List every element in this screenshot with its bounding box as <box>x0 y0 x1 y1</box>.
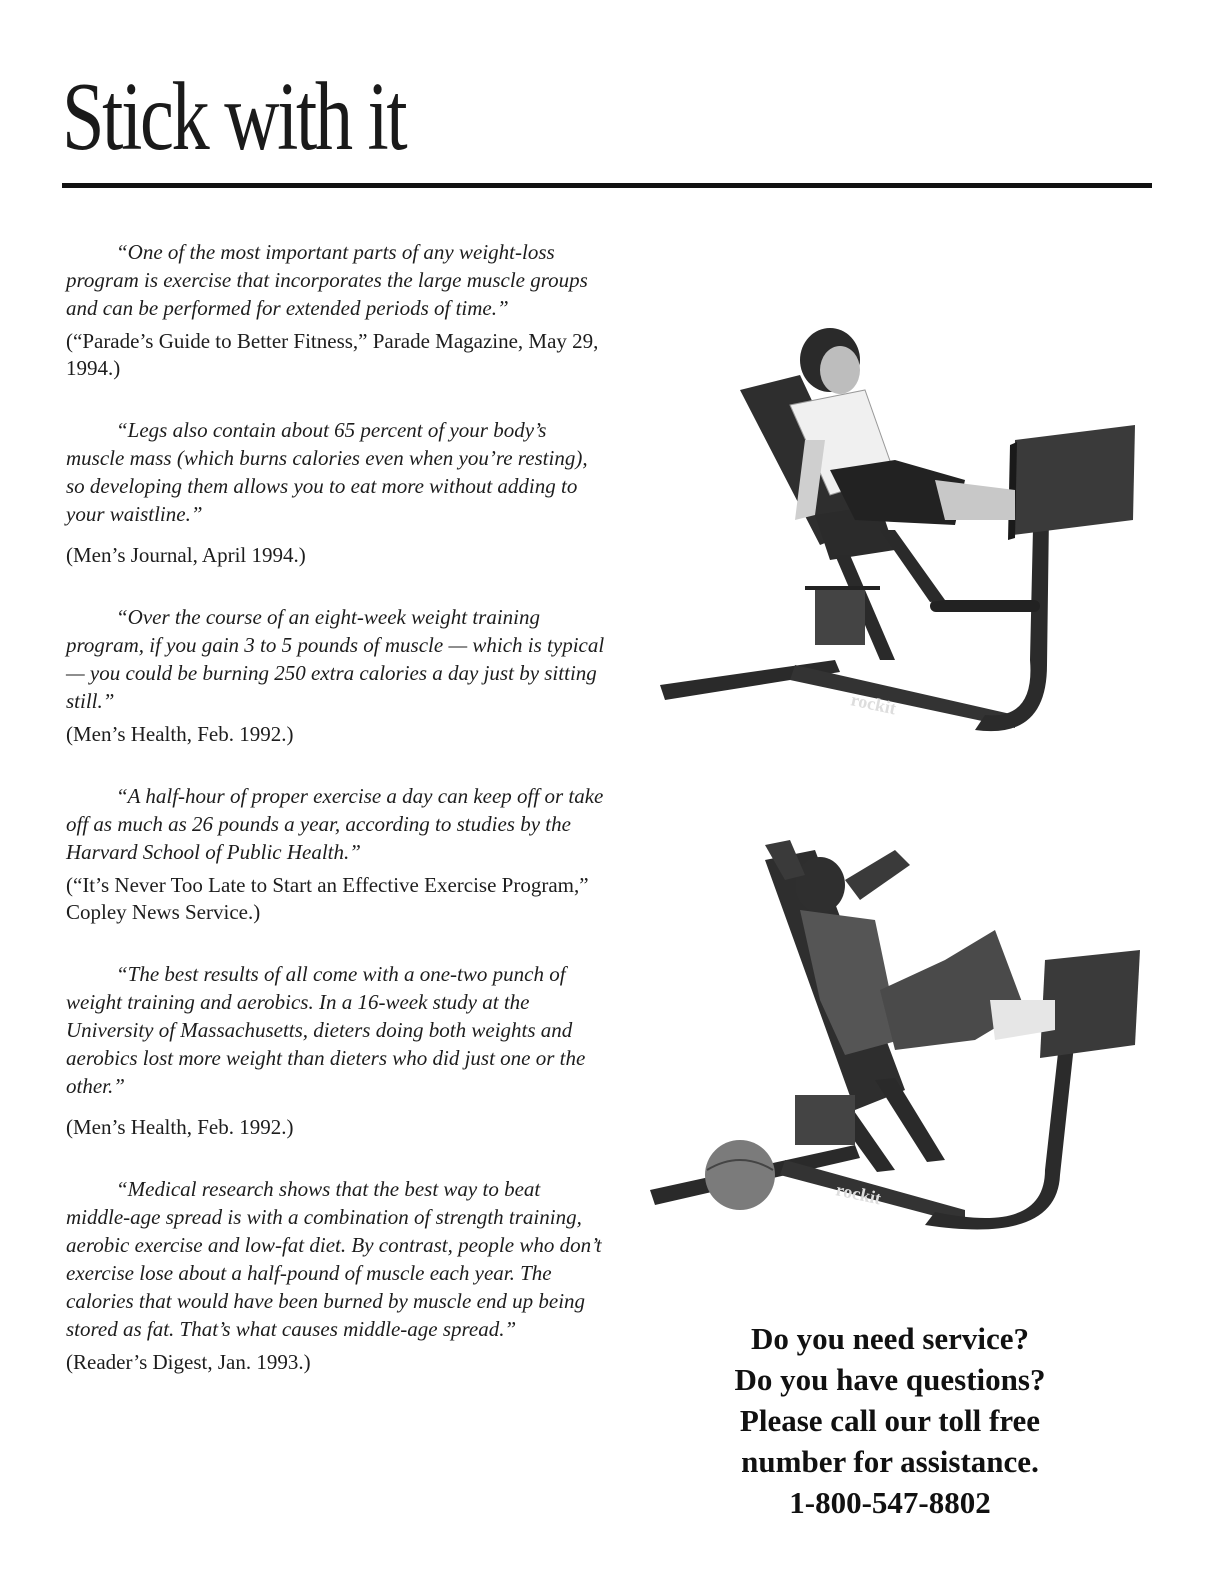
exercise-photo-man <box>645 840 1165 1240</box>
quote-source: (Men’s Health, Feb. 1992.) <box>66 1115 294 1139</box>
quote-source: (“It’s Never Too Late to Start an Effective Exercise Program,” Copley News Service.) <box>66 873 589 924</box>
brand-label: rockit <box>834 1179 884 1209</box>
quote-block <box>66 416 606 569</box>
quote-column <box>66 238 606 1400</box>
quote-block <box>66 1175 606 1376</box>
service-callout <box>640 1318 1140 1523</box>
quote-block <box>66 603 606 748</box>
quote-source: (Men’s Health, Feb. 1992.) <box>66 722 294 746</box>
service-line: Please call our toll free <box>739 1403 1041 1438</box>
quote-text: “Medical research shows that the best way to beat middle-age spread is with a combination of strength training, aerobic exercise and low-fat diet. By contrast, people who don’t exercise lose about a half-pound of muscle each year. The calories that would have been burned by muscle end up being stored as fat. That’s what causes middle-age spread.” <box>66 1177 602 1341</box>
quote-text: “A half-hour of proper exercise a day can keep off or take off as much as 26 pounds a year, according to studies by the Harvard School of Public Health.” <box>66 784 604 864</box>
quote-source: (“Parade’s Guide to Better Fitness,” Parade Magazine, May 29, 1994.) <box>66 329 599 380</box>
service-line: Do you have questions? <box>734 1362 1046 1397</box>
service-line: number for assistance. <box>741 1444 1039 1479</box>
title-rule <box>62 183 1152 188</box>
quote-source: (Reader’s Digest, Jan. 1993.) <box>66 1350 311 1374</box>
quote-source: (Men’s Journal, April 1994.) <box>66 543 306 567</box>
page-title: Stick with it <box>62 63 406 171</box>
quote-text: “Over the course of an eight-week weight training program, if you gain 3 to 5 pounds of muscle — which is typical — you could be burning 250 extra calories a day just by sitting still.” <box>66 605 605 713</box>
quote-block <box>66 238 606 382</box>
phone-number: 1-800-547-8802 <box>789 1485 991 1520</box>
quote-block <box>66 782 606 926</box>
quote-text: “The best results of all come with a one-two punch of weight training and aerobics. In a 16-week study at the University of Massachusetts, dieters doing both weights and aerobics lost more weight than dieters who did just one or the other.” <box>66 962 586 1098</box>
exercise-photo-woman <box>655 320 1165 740</box>
quote-text: “Legs also contain about 65 percent of your body’s muscle mass (which burns calories even when you’re resting), so developing them allows you to eat more without adding to your waistline.” <box>66 418 588 526</box>
brand-label: rockit <box>849 689 899 719</box>
service-line: Do you need service? <box>750 1321 1030 1356</box>
quote-text: “One of the most important parts of any weight-loss program is exercise that incorporates the large muscle groups and can be performed for extended periods of time.” <box>66 240 588 320</box>
quote-block <box>66 960 606 1141</box>
